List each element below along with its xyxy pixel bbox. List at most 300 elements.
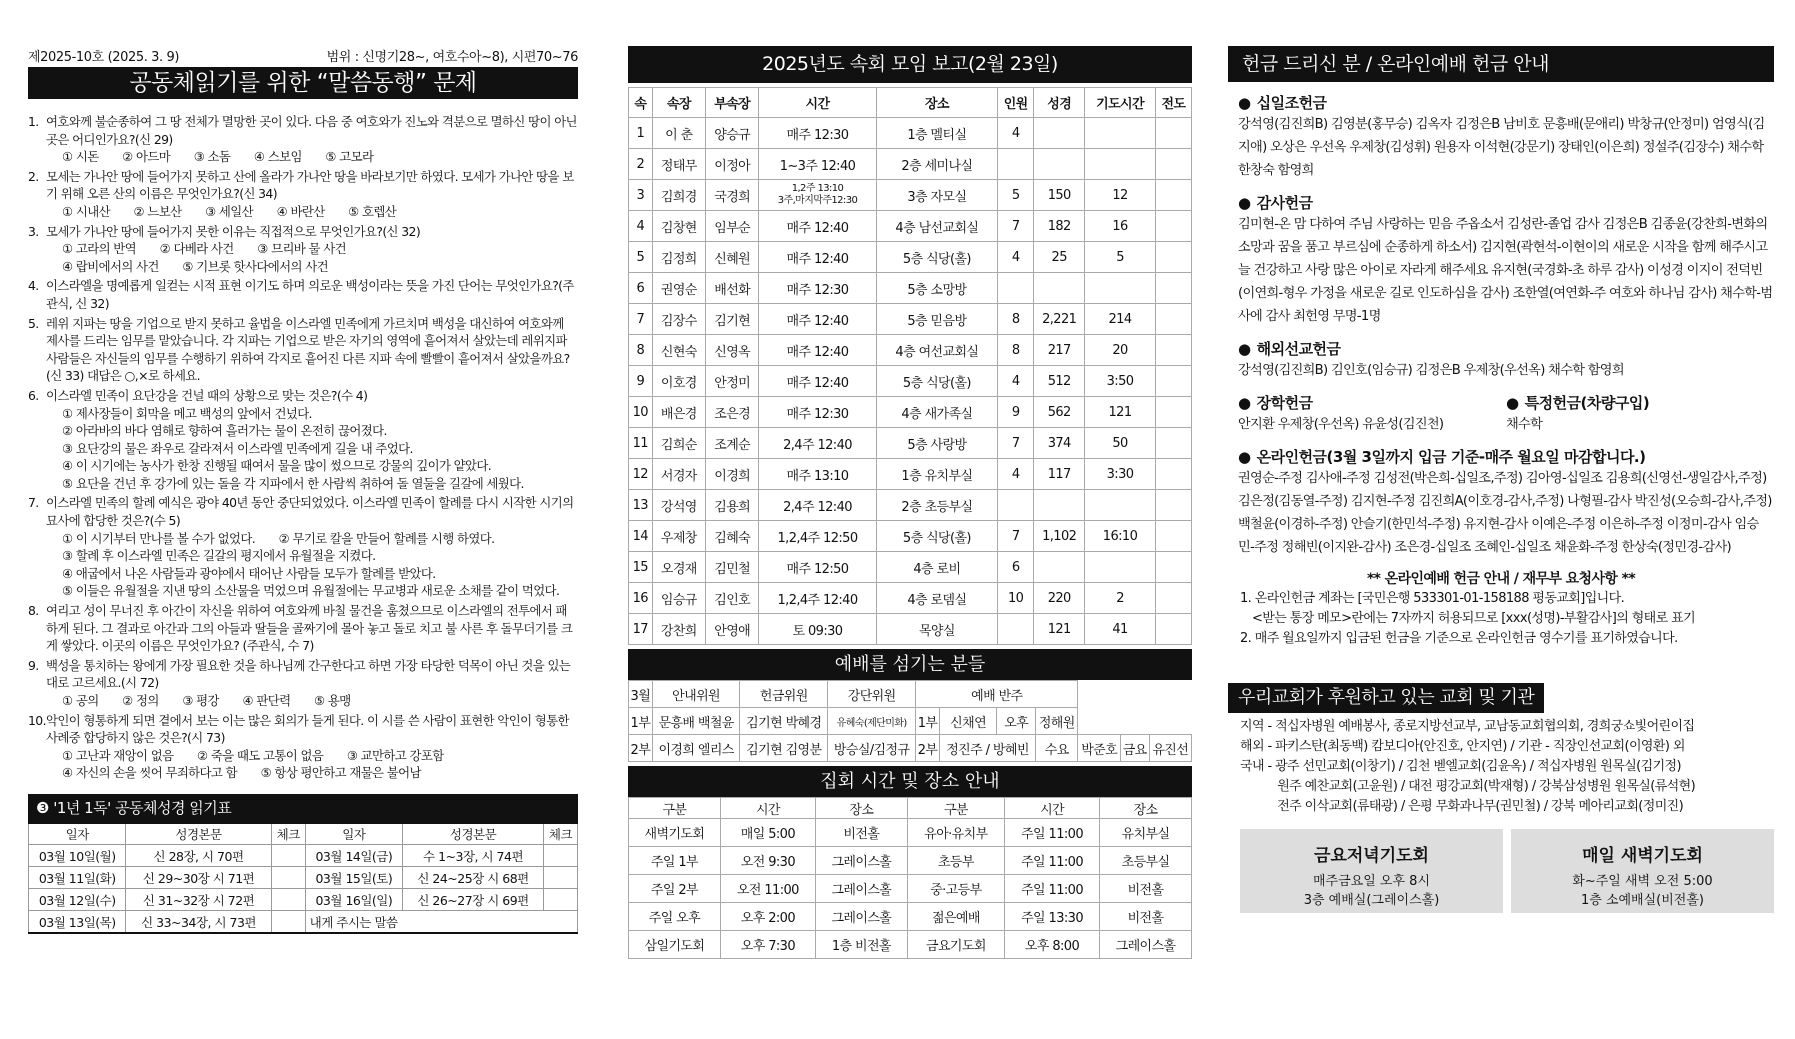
quiz-question	[28, 657, 578, 710]
schedule-cell: 젊은예배	[907, 903, 1004, 931]
worship-cell: 김기현 김영분	[740, 735, 828, 762]
meeting-row	[629, 149, 1192, 180]
quiz-question	[28, 712, 578, 782]
meeting-cell: 김혜숙	[706, 521, 759, 552]
meeting-cell: 182	[1034, 211, 1085, 242]
notice-line-1b: <받는 통장 메모>란에는 7자까지 허용되므로 [xxx(성명)-부활감사]의 형태로 표기	[1252, 611, 1696, 626]
meeting-cell: 217	[1034, 335, 1085, 366]
meeting-cell: 12	[1085, 180, 1156, 211]
meeting-cell: 15	[629, 552, 653, 583]
reading-header: 성경본문	[126, 823, 271, 845]
schedule-cell: 그레이스홀	[1100, 931, 1192, 959]
meeting-cell: 김민철	[706, 552, 759, 583]
meeting-cell	[1155, 521, 1191, 552]
reading-cell	[271, 845, 305, 867]
reading-cell	[544, 867, 578, 889]
schedule-cell: 삼일기도회	[629, 931, 721, 959]
meeting-cell: 김창현	[652, 211, 705, 242]
schedule-cell: 비전홀	[1100, 903, 1192, 931]
schedule-cell: 오후 7:30	[720, 931, 815, 959]
meeting-cell: 5층 식당(홀)	[876, 366, 998, 397]
schedule-header: 장소	[1100, 798, 1192, 819]
schedule-header-row	[629, 798, 1192, 819]
schedule-cell: 금요기도회	[907, 931, 1004, 959]
quiz-question	[28, 602, 578, 655]
meeting-header: 속	[629, 88, 653, 118]
worship-header: 예배 반주	[916, 681, 1078, 708]
worship-cell: 오후	[997, 708, 1036, 735]
question-number: 4.	[28, 278, 39, 294]
reading-cell: 03월 16일(일)	[305, 889, 402, 911]
meeting-cell: 2,221	[1034, 304, 1085, 335]
meeting-cell: 512	[1034, 366, 1085, 397]
meeting-cell: 김희순	[652, 428, 705, 459]
meeting-cell: 매주 12:50	[759, 552, 876, 583]
worship-cell: 1부	[916, 708, 940, 735]
reading-header: 성경본문	[403, 823, 544, 845]
meeting-cell	[998, 273, 1034, 304]
reading-row	[29, 889, 578, 911]
support-line: 원주 예찬교회(고윤원) / 대전 평강교회(박재형) / 강북삼성병원 원목실(류석현)	[1240, 779, 1696, 794]
meeting-cell: 조은경	[706, 397, 759, 428]
reading-range: 범위 : 신명기28~, 여호수아~8), 시편70~76	[326, 50, 578, 65]
meeting-cell: 2,4주 12:40	[759, 428, 876, 459]
special-names: 채수학	[1506, 417, 1543, 432]
reading-cell: 신 31~32장 시 72편	[126, 889, 271, 911]
meeting-cell: 20	[1085, 335, 1156, 366]
worship-cell: 문흥배 백철윤	[652, 708, 740, 735]
meeting-cell	[1155, 428, 1191, 459]
meeting-cell	[1085, 149, 1156, 180]
schedule-cell: 오전 11:00	[720, 875, 815, 903]
worship-servers-table	[628, 680, 1192, 762]
question-text: 이스라엘 민족이 요단강을 건널 때의 상황으로 맞는 것은?(수 4)	[46, 387, 368, 403]
reading-plan-table	[28, 822, 578, 934]
reading-header: 일자	[305, 823, 402, 845]
worship-cell: 박준호	[1078, 735, 1120, 762]
schedule-row	[629, 819, 1192, 847]
scholarship-heading: ● 장학헌금	[1238, 392, 1506, 413]
schedule-cell: 초등부	[907, 847, 1004, 875]
schedule-header: 시간	[720, 798, 815, 819]
meeting-row	[629, 490, 1192, 521]
reading-cell	[544, 845, 578, 867]
worship-cell: 2부	[916, 735, 940, 762]
meeting-report-title: 2025년도 속회 모임 보고(2월 23일)	[628, 46, 1192, 83]
worship-cell: 김기현 박혜경	[740, 708, 828, 735]
meeting-cell: 1	[629, 118, 653, 149]
reading-cell: 03월 13일(목)	[29, 911, 126, 933]
meeting-cell: 2	[1085, 583, 1156, 614]
question-options: ① 고라의 반역 ② 다베라 사건 ③ 므리바 물 사건 ④ 랍비에서의 사건 ⑤ 기브롯 핫사다에서의 사건	[62, 241, 346, 274]
reading-cell: 수 1~3장, 시 74편	[403, 845, 544, 867]
tithe-names: 강석영(김진희B) 김영분(홍무승) 김옥자 김정은B 남비호 문흥배(문애리) 박창규(안정미) 엄영식(김지애) 오상은 우선옥 우제창(김성휘) 원용자 이석현(강문기) 장태인(이은희) 정설주(김장수) 채수학 한창숙 함영희	[1238, 117, 1765, 178]
meeting-cell: 4층 남선교회실	[876, 211, 998, 242]
meeting-cell: 562	[1034, 397, 1085, 428]
meeting-cell: 10	[998, 583, 1034, 614]
meeting-cell: 목양실	[876, 614, 998, 645]
meeting-cell: 권영순	[652, 273, 705, 304]
notice-line-1: 1. 온라인헌금 계좌는 [국민은행 533301-01-158188 평동교회]입니다.	[1240, 591, 1625, 606]
meeting-cell	[998, 490, 1034, 521]
meeting-cell	[1034, 552, 1085, 583]
meeting-cell: 2	[629, 149, 653, 180]
meeting-cell: 374	[1034, 428, 1085, 459]
question-options: ① 시내산 ② 느보산 ③ 세일산 ④ 바란산 ⑤ 호렙산	[62, 203, 397, 219]
meeting-cell	[1155, 366, 1191, 397]
schedule-cell: 오후 8:00	[1005, 931, 1100, 959]
question-body	[46, 712, 578, 782]
meeting-cell: 양승규	[706, 118, 759, 149]
online-heading: ● 온라인헌금(3월 3일까지 입금 기준-매주 월요일 마감합니다.)	[1238, 446, 1774, 467]
schedule-row	[629, 875, 1192, 903]
issue-number: 제2025-10호 (2025. 3. 9)	[28, 50, 180, 65]
meeting-cell	[1155, 242, 1191, 273]
meeting-cell: 17	[629, 614, 653, 645]
meeting-header: 전도	[1155, 88, 1191, 118]
worship-cell: 유혜숙(제단미화)	[828, 708, 916, 735]
meeting-cell: 김희경	[652, 180, 705, 211]
question-number: 1.	[28, 114, 39, 129]
quiz-question	[28, 315, 578, 385]
question-body	[46, 223, 578, 276]
question-number: 6.	[28, 387, 39, 403]
schedule-cell: 중·고등부	[907, 875, 1004, 903]
meeting-cell: 1~3주 12:40	[759, 149, 876, 180]
meeting-cell: 8	[629, 335, 653, 366]
meeting-row	[629, 397, 1192, 428]
question-body	[46, 315, 578, 385]
dawn-prayer-place: 1층 소예배실(비전홀)	[1580, 893, 1704, 908]
reading-header: 체크	[544, 823, 578, 845]
meeting-cell	[1085, 273, 1156, 304]
meeting-cell: 우제창	[652, 521, 705, 552]
meeting-cell: 1층 멜티실	[876, 118, 998, 149]
meeting-row	[629, 273, 1192, 304]
meeting-cell: 1,2,4주 12:50	[759, 521, 876, 552]
meeting-cell: 이 춘	[652, 118, 705, 149]
meeting-cell	[1155, 149, 1191, 180]
mission-heading: ● 해외선교헌금	[1238, 338, 1774, 359]
worship-cell: 2부	[629, 735, 653, 762]
worship-cell: 정진주 / 방혜빈	[939, 735, 1035, 762]
notice-title: ** 온라인예배 헌금 안내 / 재무부 요청사항 **	[1366, 571, 1636, 587]
schedule-cell: 주일 11:00	[1005, 875, 1100, 903]
quiz-list	[28, 113, 578, 782]
meeting-cell: 국경희	[706, 180, 759, 211]
reading-cell: 신 33~34장, 시 73편	[126, 911, 271, 933]
meeting-cell: 신혜원	[706, 242, 759, 273]
question-number: 2.	[28, 168, 39, 184]
reading-cell	[271, 911, 305, 933]
worship-cell: 금요	[1120, 735, 1149, 762]
meeting-cell: 3층 자모실	[876, 180, 998, 211]
support-list	[1228, 717, 1774, 817]
reading-cell	[271, 867, 305, 889]
reading-cell: 내게 주시는 말씀	[305, 911, 577, 933]
meeting-row	[629, 428, 1192, 459]
question-text: 백성을 통치하는 왕에게 가장 필요한 것을 하나님께 간구한다고 하면 가장 타당한 덕목이 아닌 것을 있는 대로 고르세요.(시 72)	[46, 657, 571, 691]
meeting-cell: 16:10	[1085, 521, 1156, 552]
meeting-cell	[1085, 118, 1156, 149]
schedule-header: 구분	[907, 798, 1004, 819]
reading-cell	[544, 889, 578, 911]
reading-row	[29, 911, 578, 933]
meeting-cell: 매주 12:30	[759, 397, 876, 428]
thanks-heading: ● 감사헌금	[1238, 192, 1774, 213]
schedule-cell: 오전 9:30	[720, 847, 815, 875]
quiz-title: 공동체읽기를 위한 “말씀동행” 문제	[28, 67, 578, 99]
friday-prayer-box	[1240, 829, 1503, 913]
worship-header: 헌금위원	[740, 681, 828, 708]
meeting-cell: 11	[629, 428, 653, 459]
meeting-cell: 1,2,4주 12:40	[759, 583, 876, 614]
meeting-cell: 5	[998, 180, 1034, 211]
meeting-cell: 매주 12:40	[759, 335, 876, 366]
reading-header: 일자	[29, 823, 126, 845]
meeting-cell: 3:50	[1085, 366, 1156, 397]
schedule-cell: 주일 1부	[629, 847, 721, 875]
meeting-cell: 1층 유치부실	[876, 459, 998, 490]
support-line: 전주 이삭교회(류태광) / 은평 무화과나무(권민철) / 강북 메아리교회(정미진)	[1240, 799, 1684, 814]
meeting-row	[629, 459, 1192, 490]
reading-cell	[271, 889, 305, 911]
meeting-cell: 이경희	[706, 459, 759, 490]
offering-title: 헌금 드리신 분 / 온라인예배 헌금 안내	[1228, 46, 1774, 82]
meeting-row	[629, 521, 1192, 552]
schedule-cell: 주일 오후	[629, 903, 721, 931]
meeting-cell: 5	[1085, 242, 1156, 273]
support-line: 해외 - 파키스탄(최동백) 캄보디아(안진호, 안지연) / 기관 - 직장인선교회(이영환) 외	[1240, 739, 1685, 754]
meeting-cell: 강찬희	[652, 614, 705, 645]
meeting-cell: 4층 로비	[876, 552, 998, 583]
dawn-prayer-title: 매일 새벽기도회	[1582, 846, 1703, 866]
meeting-cell: 50	[1085, 428, 1156, 459]
meeting-row	[629, 552, 1192, 583]
meeting-cell: 4	[998, 242, 1034, 273]
meeting-cell	[1155, 397, 1191, 428]
meeting-cell: 토 09:30	[759, 614, 876, 645]
worship-row	[629, 708, 1192, 735]
schedule-cell: 주일 11:00	[1005, 847, 1100, 875]
meeting-cell: 매주 12:40	[759, 304, 876, 335]
reading-cell: 신 29~30장 시 71편	[126, 867, 271, 889]
question-options: ① 이 시기부터 만나를 볼 수가 없었다. ② 무기로 칼을 만들어 할례를 시행 하였다. ③ 할례 후 이스라엘 민족은 길갈의 평지에서 유월절을 지켰다. ④ 애굽에서 나온 사람들과 광야에서 태어난 사람들 모두가 할례를 받았다. ⑤ 이들은 유월절을 지낸 땅의 소산물을 먹었으며 유월절에는 무교병과 새로운 소채를 같이 먹었다.	[62, 530, 560, 599]
meeting-cell: 10	[629, 397, 653, 428]
worship-header: 강단위원	[828, 681, 916, 708]
worship-cell: 1부	[629, 708, 653, 735]
meeting-cell: 임부순	[706, 211, 759, 242]
question-number: 8.	[28, 603, 39, 619]
schedule-cell: 새벽기도회	[629, 819, 721, 847]
worship-cell: 정해원	[1036, 708, 1078, 735]
meeting-cell: 150	[1034, 180, 1085, 211]
meeting-cell: 5층 식당(홀)	[876, 521, 998, 552]
meeting-header: 시간	[759, 88, 876, 118]
reading-cell: 03월 10일(월)	[29, 845, 126, 867]
meeting-header: 인원	[998, 88, 1034, 118]
schedule-header: 구분	[629, 798, 721, 819]
question-text: 이스라엘을 명예롭게 일컫는 시적 표현 이기도 하며 의로운 백성이라는 뜻을 가진 단어는 무엇인가요?(주관식, 신 32)	[46, 278, 574, 311]
support-line: 지역 - 적십자병원 예배봉사, 종로지방선교부, 교남동교회협의회, 경희궁쇼빛어린이집	[1240, 719, 1695, 734]
question-body	[46, 168, 578, 221]
meeting-cell: 3	[629, 180, 653, 211]
worship-cell: 유진선	[1149, 735, 1191, 762]
notice-line-2: 2. 매주 월요일까지 입금된 헌금을 기준으로 온라인헌금 영수기를 표기하였습니다.	[1240, 631, 1678, 646]
reading-cell: 03월 14일(금)	[305, 845, 402, 867]
question-text: 모세가 가나안 땅에 들어가지 못한 이유는 직접적으로 무엇인가요?(신 32)	[46, 223, 421, 239]
meeting-cell	[998, 614, 1034, 645]
question-text: 여리고 성이 무너진 후 아간이 자신을 위하여 여호와께 바칠 물건을 훔쳤으므로 이스라엘의 전투에서 패하게 된다. 그 결과로 아간과 그의 아들과 딸들을 골짜기에 몰아 놓고 돌로 치고 불 사른 후 돌무더기를 크게 쌓았다. 이곳의 이름은 무엇인가요? (주관식, 수 7)	[46, 603, 573, 654]
worship-header: 3월	[629, 681, 653, 708]
schedule-header: 장소	[815, 798, 907, 819]
meeting-cell: 매주 12:30	[759, 118, 876, 149]
schedule-row	[629, 903, 1192, 931]
question-text: 악인이 형통하게 되면 곁에서 보는 이는 많은 회의가 들게 된다. 이 시를 쓴 사람이 표현한 악인이 형통한 사례중 합당하지 않은 것은?(시 73)	[46, 712, 569, 746]
worship-header-row	[629, 681, 1192, 708]
meeting-cell: 117	[1034, 459, 1085, 490]
meeting-cell: 조계순	[706, 428, 759, 459]
prayer-meetings	[1228, 829, 1774, 913]
meeting-cell	[1085, 490, 1156, 521]
meeting-cell	[1155, 459, 1191, 490]
question-body	[46, 657, 578, 710]
meeting-cell	[1155, 614, 1191, 645]
meeting-cell: 김정희	[652, 242, 705, 273]
meeting-cell: 강석영	[652, 490, 705, 521]
meeting-cell: 김용희	[706, 490, 759, 521]
tithe-heading: ● 십일조헌금	[1238, 92, 1774, 113]
question-number: 10.	[28, 712, 46, 728]
meeting-cell	[998, 149, 1034, 180]
meeting-header: 성경	[1034, 88, 1085, 118]
meeting-cell: 214	[1085, 304, 1156, 335]
meeting-cell: 8	[998, 304, 1034, 335]
schedule-cell: 초등부실	[1100, 847, 1192, 875]
meeting-cell	[1155, 118, 1191, 149]
meeting-cell: 5층 식당(홀)	[876, 242, 998, 273]
schedule-cell: 그레이스홀	[815, 903, 907, 931]
offering-list	[1228, 92, 1774, 559]
meeting-header: 장소	[876, 88, 998, 118]
meeting-cell: 1,102	[1034, 521, 1085, 552]
question-text: 이스라엘 민족의 할례 예식은 광야 40년 동안 중단되었었다. 이스라엘 민족이 할례를 다시 시작한 시기의 묘사에 합당한 것은?(수 5)	[46, 495, 574, 529]
schedule-cell: 유아·유치부	[907, 819, 1004, 847]
question-options: ① 제사장들이 회막을 메고 백성의 앞에서 건넜다. ② 아라바의 바다 염해로 향하여 흘러가는 물이 온전히 끊어졌다. ③ 요단강의 물은 좌우로 갈라져서 이스라엘 민족에게 길을 내 주었다. ④ 이 시기에는 농사가 한창 진행될 때여서 물을 많이 썼으므로 강물의 깊이가 얕았다. ⑤ 요단을 건넌 후 강가에 있는 돌을 각 지파에서 한 사람씩 취하여 돌 열둘을 길갈에 세웠다.	[62, 405, 524, 491]
offering-column	[1228, 46, 1774, 913]
schedule-cell: 비전홀	[1100, 875, 1192, 903]
meeting-header: 부속장	[706, 88, 759, 118]
meeting-header-row	[629, 88, 1192, 118]
meeting-row	[629, 211, 1192, 242]
question-text: 모세는 가나안 땅에 들어가지 못하고 산에 올라가 가나안 땅을 바라보기만 하였다. 모세가 가나안 땅을 보기 위해 오른 산의 이름은 무엇인가요?(신 34)	[46, 168, 574, 202]
meeting-cell: 9	[629, 366, 653, 397]
question-body	[46, 494, 578, 600]
question-number: 3.	[28, 223, 39, 239]
meeting-cell: 임승규	[652, 583, 705, 614]
question-options: ① 시돈 ② 아드마 ③ 소돔 ④ 스보임 ⑤ 고모라	[62, 149, 374, 165]
friday-prayer-time: 매주금요일 오후 8시	[1313, 874, 1430, 889]
question-body	[46, 113, 578, 166]
meeting-cell: 4층 로뎀실	[876, 583, 998, 614]
meeting-cell: 7	[998, 211, 1034, 242]
schedule-cell: 그레이스홀	[815, 875, 907, 903]
meeting-cell	[1155, 180, 1191, 211]
meeting-row	[629, 180, 1192, 211]
meeting-row	[629, 118, 1192, 149]
worship-cell: 이경희 엘리스	[652, 735, 740, 762]
meeting-cell: 1,2주 13:10 3주,마지막주12:30	[759, 180, 876, 211]
meeting-cell	[1155, 335, 1191, 366]
worship-cell: 수요	[1036, 735, 1078, 762]
worship-cell: 방승실/김정규	[828, 735, 916, 762]
quiz-question	[28, 494, 578, 600]
reading-cell: 03월 11일(화)	[29, 867, 126, 889]
question-number: 5.	[28, 315, 39, 331]
friday-prayer-title: 금요저녁기도회	[1314, 846, 1429, 866]
meeting-cell: 4	[998, 118, 1034, 149]
question-text: 여호와께 불순종하여 그 땅 전체가 멸망한 곳이 있다. 다음 중 여호와가 진노와 격분으로 멸하신 땅이 아닌 곳은 어디인가요?(신 29)	[46, 114, 577, 147]
worship-row	[629, 735, 1192, 762]
meeting-cell: 서경자	[652, 459, 705, 490]
meeting-cell: 3:30	[1085, 459, 1156, 490]
reading-plan-title: ❸ '1년 1독' 공동체성경 읽기표	[28, 794, 578, 822]
meeting-cell: 신영옥	[706, 335, 759, 366]
meeting-row	[629, 242, 1192, 273]
meeting-report-table	[628, 87, 1192, 645]
schedule-row	[629, 931, 1192, 959]
question-options: ① 고난과 재앙이 없음 ② 죽을 때도 고통이 없음 ③ 교만하고 강포함 ④ 자신의 손을 씻어 무죄하다고 함 ⑤ 항상 평안하고 재물은 불어남	[62, 747, 444, 781]
meeting-cell	[1085, 552, 1156, 583]
meeting-cell	[1155, 211, 1191, 242]
meeting-cell	[1155, 490, 1191, 521]
schedule-cell: 매일 5:00	[720, 819, 815, 847]
reading-cell: 신 28장, 시 70편	[126, 845, 271, 867]
schedule-cell: 그레이스홀	[815, 847, 907, 875]
reading-cell: 신 24~25장 시 68편	[403, 867, 544, 889]
meeting-cell: 매주 12:40	[759, 242, 876, 273]
question-body	[46, 277, 578, 312]
quiz-question	[28, 113, 578, 166]
schedule-cell: 주일 13:30	[1005, 903, 1100, 931]
support-title: 우리교회가 후원하고 있는 교회 및 기관	[1228, 683, 1544, 713]
meeting-cell: 220	[1034, 583, 1085, 614]
meeting-cell: 배선화	[706, 273, 759, 304]
meeting-cell	[1034, 118, 1085, 149]
reading-row	[29, 845, 578, 867]
meeting-cell: 14	[629, 521, 653, 552]
meeting-cell: 7	[998, 428, 1034, 459]
meeting-cell: 8	[998, 335, 1034, 366]
meeting-cell: 정태무	[652, 149, 705, 180]
meeting-cell: 이정아	[706, 149, 759, 180]
schedule-table	[628, 797, 1192, 959]
meeting-cell	[1034, 149, 1085, 180]
meeting-cell: 2층 세미나실	[876, 149, 998, 180]
meeting-cell: 매주 12:40	[759, 211, 876, 242]
meeting-cell: 김인호	[706, 583, 759, 614]
meeting-cell: 2,4주 12:40	[759, 490, 876, 521]
meeting-cell: 16	[629, 583, 653, 614]
question-options: ① 공의 ② 정의 ③ 평강 ④ 판단력 ⑤ 용맹	[62, 693, 351, 708]
meeting-row	[629, 304, 1192, 335]
meeting-cell	[1155, 552, 1191, 583]
schedule-cell: 주일 11:00	[1005, 819, 1100, 847]
reading-cell: 신 26~27장 시 69편	[403, 889, 544, 911]
meeting-cell: 2층 초등부실	[876, 490, 998, 521]
meeting-cell: 9	[998, 397, 1034, 428]
meeting-header: 속장	[652, 88, 705, 118]
